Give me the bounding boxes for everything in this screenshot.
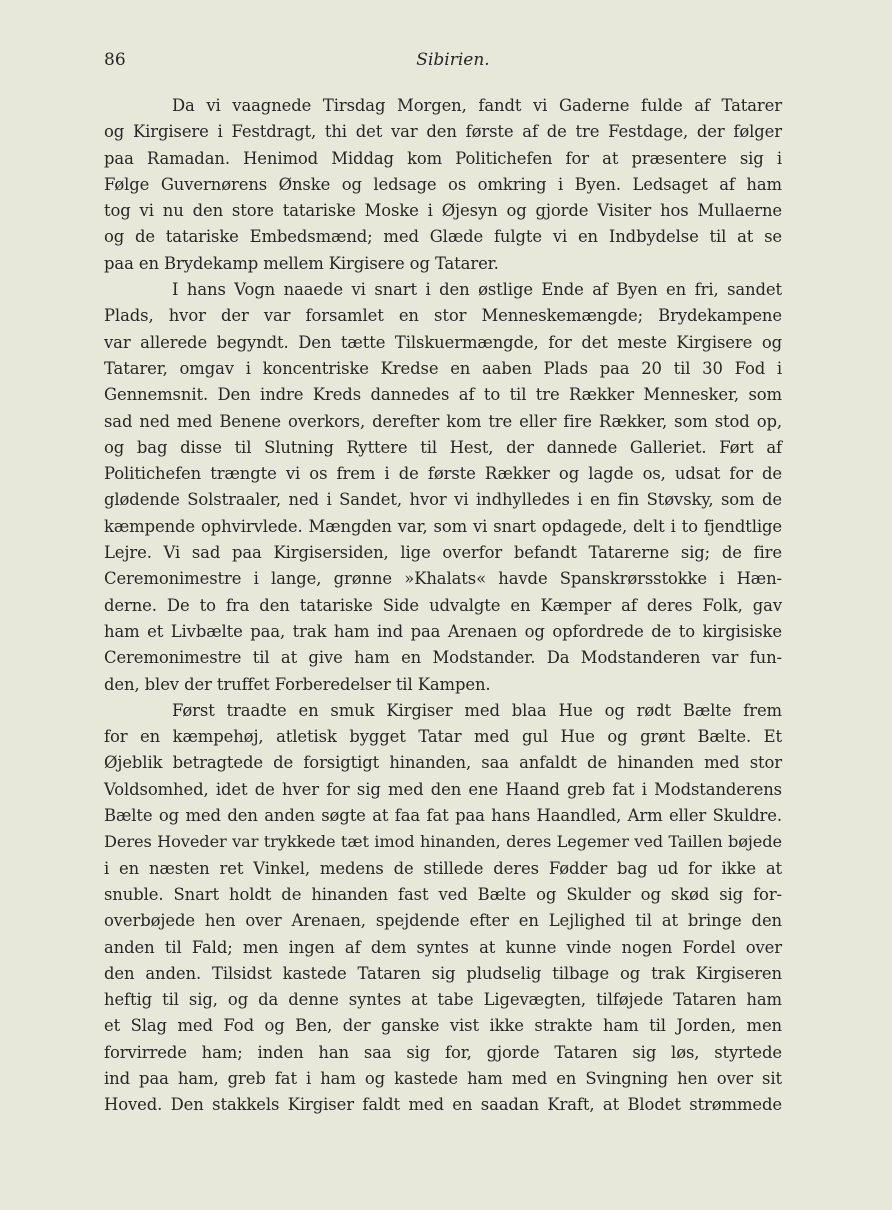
- text-line: overbøjede hen over Arenaen, spejdende efter en Lejlighed til at bringe den: [104, 911, 782, 931]
- text-line: kæmpende ophvirvlede. Mængden var, som vi snart opdagede, delt i to fjendtlige: [104, 516, 782, 536]
- text-line: paa en Brydekamp mellem Kirgisere og Tatarer.: [104, 253, 499, 273]
- text-line: forvirrede ham; inden han saa sig for, gjorde Tataren sig løs, styrtede: [104, 1042, 782, 1062]
- text-line: Ceremonimestre til at give ham en Modstander. Da Modstanderen var fun-: [104, 648, 782, 668]
- text-line: for en kæmpehøj, atletisk bygget Tatar med gul Hue og grønt Bælte. Et: [104, 727, 782, 747]
- text-line: Hoved. Den stakkels Kirgiser faldt med en saadan Kraft, at Blodet strømmede: [104, 1095, 782, 1115]
- text-line: derne. De to fra den tatariske Side udvalgte en Kæmper af deres Folk, gav: [104, 595, 782, 615]
- text-line: Deres Hoveder var trykkede tæt imod hinanden, deres Legemer ved Taillen bøjede: [104, 832, 782, 852]
- text-line: Bælte og med den anden søgte at faa fat paa hans Haandled, Arm eller Skuldre.: [104, 806, 782, 826]
- text-line: og de tatariske Embedsmænd; med Glæde fulgte vi en Indbydelse til at se: [104, 227, 782, 247]
- text-line: heftig til sig, og da denne syntes at tabe Ligevægten, tilføjede Tataren ham: [104, 990, 782, 1010]
- text-line: var allerede begyndt. Den tætte Tilskuermængde, for det meste Kirgisere og: [104, 332, 782, 352]
- text-line: den anden. Tilsidst kastede Tataren sig pludselig tilbage og trak Kirgiseren: [104, 963, 782, 983]
- text-line: Politichefen trængte vi os frem i de første Rækker og lagde os, udsat for de: [104, 464, 782, 484]
- running-title: Sibirien.: [416, 50, 490, 70]
- text-line: Øjeblik betragtede de forsigtigt hinanden, saa anfaldt de hinanden med stor: [104, 753, 782, 773]
- body-text: [104, 93, 782, 1119]
- text-line: anden til Fald; men ingen af dem syntes at kunne vinde nogen Fordel over: [104, 937, 782, 957]
- page-number: 86: [104, 50, 126, 70]
- text-line: glødende Solstraaler, ned i Sandet, hvor vi indhylledes i en fin Støvsky, som de: [104, 490, 782, 510]
- paragraph: [104, 277, 782, 698]
- text-line: et Slag med Fod og Ben, der ganske vist ikke strakte ham til Jorden, men: [104, 1016, 782, 1036]
- text-line: i en næsten ret Vinkel, medens de stillede deres Fødder bag ud for ikke at: [104, 858, 782, 878]
- text-line: snuble. Snart holdt de hinanden fast ved Bælte og Skulder og skød sig for-: [104, 884, 782, 904]
- page-header: [104, 50, 782, 74]
- text-line: I hans Vogn naaede vi snart i den østlige Ende af Byen en fri, sandet: [172, 280, 782, 300]
- text-line: den, blev der truffet Forberedelser til Kampen.: [104, 674, 491, 694]
- text-line: Lejre. Vi sad paa Kirgisersiden, lige overfor befandt Tatarerne sig; de fire: [104, 543, 782, 563]
- text-line: Gennemsnit. Den indre Kreds dannedes af to til tre Rækker Mennesker, som: [104, 385, 782, 405]
- text-line: Først traadte en smuk Kirgiser med blaa Hue og rødt Bælte frem: [172, 700, 782, 720]
- text-line: Da vi vaagnede Tirsdag Morgen, fandt vi Gaderne fulde af Tatarer: [172, 96, 782, 115]
- text-line: og Kirgisere i Festdragt, thi det var den første af de tre Festdage, der følger: [104, 122, 782, 142]
- text-line: sad ned med Benene overkors, derefter kom tre eller fire Rækker, som stod op,: [104, 411, 782, 431]
- text-line: Voldsomhed, idet de hver for sig med den ene Haand greb fat i Modstanderens: [104, 779, 782, 799]
- text-line: Ceremonimestre i lange, grønne »Khalats« havde Spanskrørsstokke i Hæn-: [104, 569, 782, 589]
- text-line: Følge Guvernørens Ønske og ledsage os omkring i Byen. Ledsaget af ham: [104, 174, 782, 194]
- text-line: ham et Livbælte paa, trak ham ind paa Arenaen og opfordrede de to kirgisiske: [104, 621, 782, 641]
- text-line: Plads, hvor der var forsamlet en stor Menneskemængde; Brydekampene: [104, 306, 782, 326]
- paragraph: [104, 698, 782, 1119]
- paragraph: [104, 93, 782, 277]
- text-line: og bag disse til Slutning Ryttere til Hest, der dannede Galleriet. Ført af: [104, 437, 782, 457]
- text-line: paa Ramadan. Henimod Middag kom Politichefen for at præsentere sig i: [104, 148, 782, 168]
- text-line: ind paa ham, greb fat i ham og kastede ham med en Svingning hen over sit: [104, 1068, 782, 1088]
- text-line: Tatarer, omgav i koncentriske Kredse en aaben Plads paa 20 til 30 Fod i: [104, 358, 782, 378]
- text-line: tog vi nu den store tatariske Moske i Øjesyn og gjorde Visiter hos Mullaerne: [104, 201, 782, 221]
